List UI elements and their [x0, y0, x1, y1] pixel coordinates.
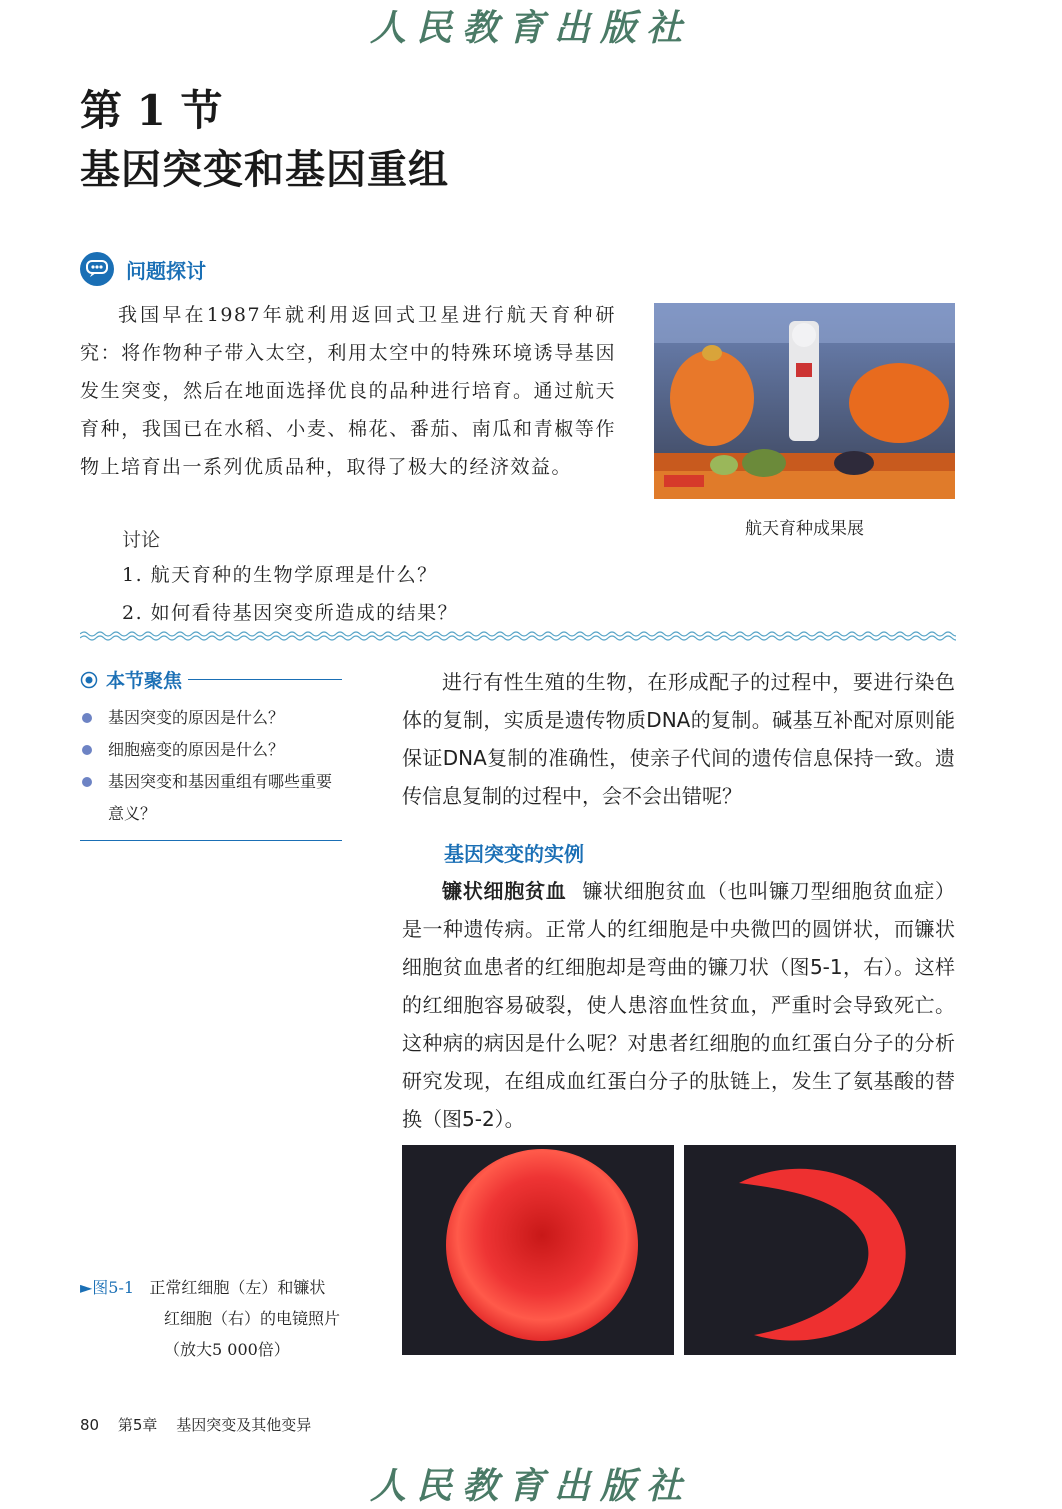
caption-line-3: （放大5 000倍）	[164, 1340, 290, 1359]
target-icon	[80, 671, 98, 689]
discussion-question-2: 2. 如何看待基因突变所造成的结果？	[122, 602, 459, 624]
normal-red-cell-image	[402, 1145, 674, 1355]
sickle-red-cell-image	[684, 1145, 956, 1355]
subheading: 基因突变的实例	[444, 842, 584, 866]
section-title: 基因突变和基因重组	[80, 146, 449, 193]
section-number: 第 1 节	[80, 86, 223, 135]
figure-number: ►图5-1	[80, 1278, 135, 1297]
discussion-text: 我国早在1987年就利用返回式卫星进行航天育种研究：将作物种子带入太空，利用太空中的特殊环境诱导基因发生突变，然后在地面选择优良的品种进行培育。通过航天育种，我国已在水稻、小麦、棉花、番茄、南瓜和青椒等作物上培育出一系列优质品种，取得了极大的经济效益。	[80, 304, 616, 478]
focus-bottom-rule	[80, 840, 342, 841]
caption-line-2: 红细胞（右）的电镜照片	[164, 1309, 341, 1328]
body-paragraph-2	[402, 872, 955, 1138]
publisher-logo-bottom: 人民教育出版社	[369, 1465, 692, 1507]
page-footer	[80, 1414, 325, 1435]
speech-bubble-icon	[80, 252, 114, 286]
chapter-title: 基因突变及其他变异	[176, 1416, 312, 1434]
space-breeding-photo	[654, 303, 955, 499]
discussion-label: 问题探讨	[126, 258, 206, 283]
body-paragraph-1: 进行有性生殖的生物，在形成配子的过程中，要进行染色体的复制，实质是遗传物质DNA的复制。碱基互补配对原则能保证DNA复制的准确性，使亲子代间的遗传信息保持一致。遗传信息复制的过程中，会不会出错呢？	[402, 670, 955, 808]
chapter-number: 第5章	[117, 1416, 158, 1434]
photo-caption: 航天育种成果展	[745, 519, 864, 539]
focus-item: 基因突变和基因重组有哪些重要意义？	[80, 766, 344, 830]
focus-list	[80, 702, 344, 830]
focus-item: 基因突变的原因是什么？	[80, 702, 344, 734]
paragraph-2-text: 镰状细胞贫血（也叫镰刀型细胞贫血症）是一种遗传病。正常人的红细胞是中央微凹的圆饼状，而镰状细胞贫血患者的红细胞却是弯曲的镰刀状（图5-1，右）。这样的红细胞容易破裂，使人患溶血性贫血，严重时会导致死亡。这种病的病因是什么呢？对患者红细胞的血红蛋白分子的分析研究发现，在组成血红蛋白分子的肽链上，发生了氨基酸的替换（图5-2）。	[402, 879, 956, 1131]
focus-header	[80, 666, 342, 693]
discussion-subhead: 讨论	[122, 529, 161, 551]
term-lead: 镰状细胞贫血	[442, 879, 567, 903]
focus-item: 细胞癌变的原因是什么？	[80, 734, 344, 766]
discussion-header	[80, 251, 206, 287]
figure-caption	[80, 1272, 370, 1365]
wavy-divider	[80, 630, 956, 642]
focus-label: 本节聚焦	[106, 670, 183, 692]
caption-line-1: 正常红细胞（左）和镰状	[149, 1278, 326, 1297]
discussion-question-1: 1. 航天育种的生物学原理是什么？	[122, 564, 438, 586]
focus-rule	[188, 679, 342, 680]
publisher-logo-top: 人民教育出版社	[369, 7, 692, 49]
page-number: 80	[80, 1416, 100, 1434]
